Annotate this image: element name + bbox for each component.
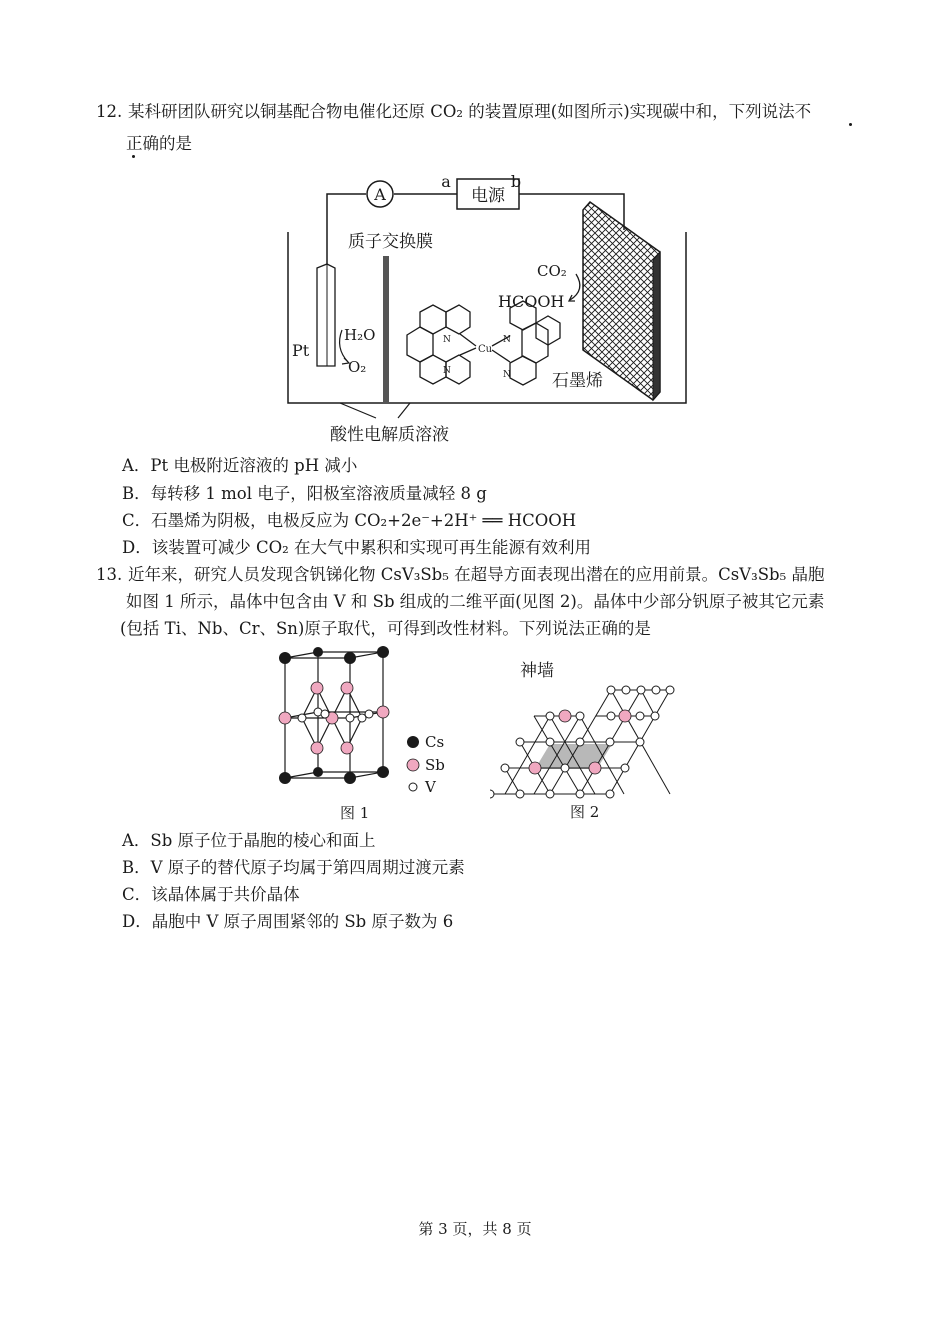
fig2-title: 神墙 [520, 661, 554, 681]
fig2-caption: 图 2 [570, 803, 600, 821]
terminal-a-label: a [441, 172, 451, 191]
q12-option-b: B．每转移 1 mol 电子，阳极室溶液质量减轻 8 g [122, 484, 487, 503]
o2-label: O₂ [348, 358, 367, 376]
q13-number: 13. [96, 565, 123, 584]
cu-complex-structure [407, 301, 560, 385]
co2-label: CO₂ [537, 262, 567, 280]
hcooh-label: HCOOH [498, 292, 565, 311]
q13-stem-line2: 如图 1 所示，晶体中包含由 V 和 Sb 组成的二维平面(见图 2)。晶体中少部分钒原子被其它元素 [126, 592, 825, 611]
n-label: N [443, 335, 451, 345]
electrolysis-apparatus-figure [280, 170, 700, 450]
q13-option-a: A．Sb 原子位于晶胞的棱心和面上 [122, 831, 376, 850]
n-label: N [503, 335, 511, 345]
emphasis-dot [849, 123, 852, 126]
h2o-label: H₂O [344, 326, 376, 344]
q13-option-b: B．V 原子的替代原子均属于第四周期过渡元素 [122, 858, 465, 877]
emphasis-dot [132, 155, 135, 158]
crystal-cell-figure-1 [265, 640, 455, 830]
power-label: 电源 [471, 186, 505, 206]
q13-stem-line1: 近年来，研究人员发现含钒锑化物 CsV₃Sb₅ 在超导方面表现出潜在的应用前景。CsV₃Sb₅ 晶胞 [128, 565, 825, 584]
membrane-label: 质子交换膜 [348, 232, 433, 252]
legend-v-marker [409, 783, 417, 791]
cu-label: Cu [478, 344, 493, 355]
q12-number: 12. [96, 102, 123, 121]
graphene-label: 石墨烯 [552, 371, 603, 391]
ammeter-label: A [374, 185, 386, 204]
q12-option-c: C．石墨烯为阴极，电极反应为 CO₂+2e⁻+2H⁺ ══ HCOOH [122, 511, 577, 530]
q12-stem-line2: 正确的是 [126, 134, 192, 153]
q12-option-a: A．Pt 电极附近溶液的 pH 减小 [122, 456, 358, 475]
proton-exchange-membrane [383, 256, 389, 404]
legend-cs: Cs [425, 733, 445, 751]
wire-left [327, 194, 366, 268]
fig1-caption: 图 1 [340, 804, 370, 822]
page-footer: 第 3 页，共 8 页 [418, 1220, 532, 1238]
pt-electrode [317, 264, 335, 366]
n-label: N [503, 370, 511, 380]
q12-stem-line1: 某科研团队研究以铜基配合物电催化还原 CO₂ 的装置原理(如图所示)实现碳中和，下列说法不 [128, 102, 812, 121]
terminal-b-label: b [510, 172, 522, 191]
q13-option-d: D．晶胞中 V 原子周围紧邻的 Sb 原子数为 6 [122, 912, 454, 931]
legend-sb-marker [407, 759, 419, 771]
v-lattice-atoms [490, 686, 674, 798]
legend-cs-marker [407, 736, 419, 748]
q13-option-c: C．该晶体属于共价晶体 [122, 885, 300, 904]
q13-stem-line3: (包括 Ti、Nb、Cr、Sn)原子取代，可得到改性材料。下列说法正确的是 [120, 619, 651, 638]
electrolyte-label: 酸性电解质溶液 [330, 425, 449, 445]
legend-sb: Sb [425, 756, 445, 774]
q12-option-d: D．该装置可减少 CO₂ 在大气中累积和实现可再生能源有效利用 [122, 538, 591, 557]
legend-v: V [425, 778, 436, 796]
n-label: N [443, 366, 451, 376]
pt-label: Pt [292, 341, 310, 360]
